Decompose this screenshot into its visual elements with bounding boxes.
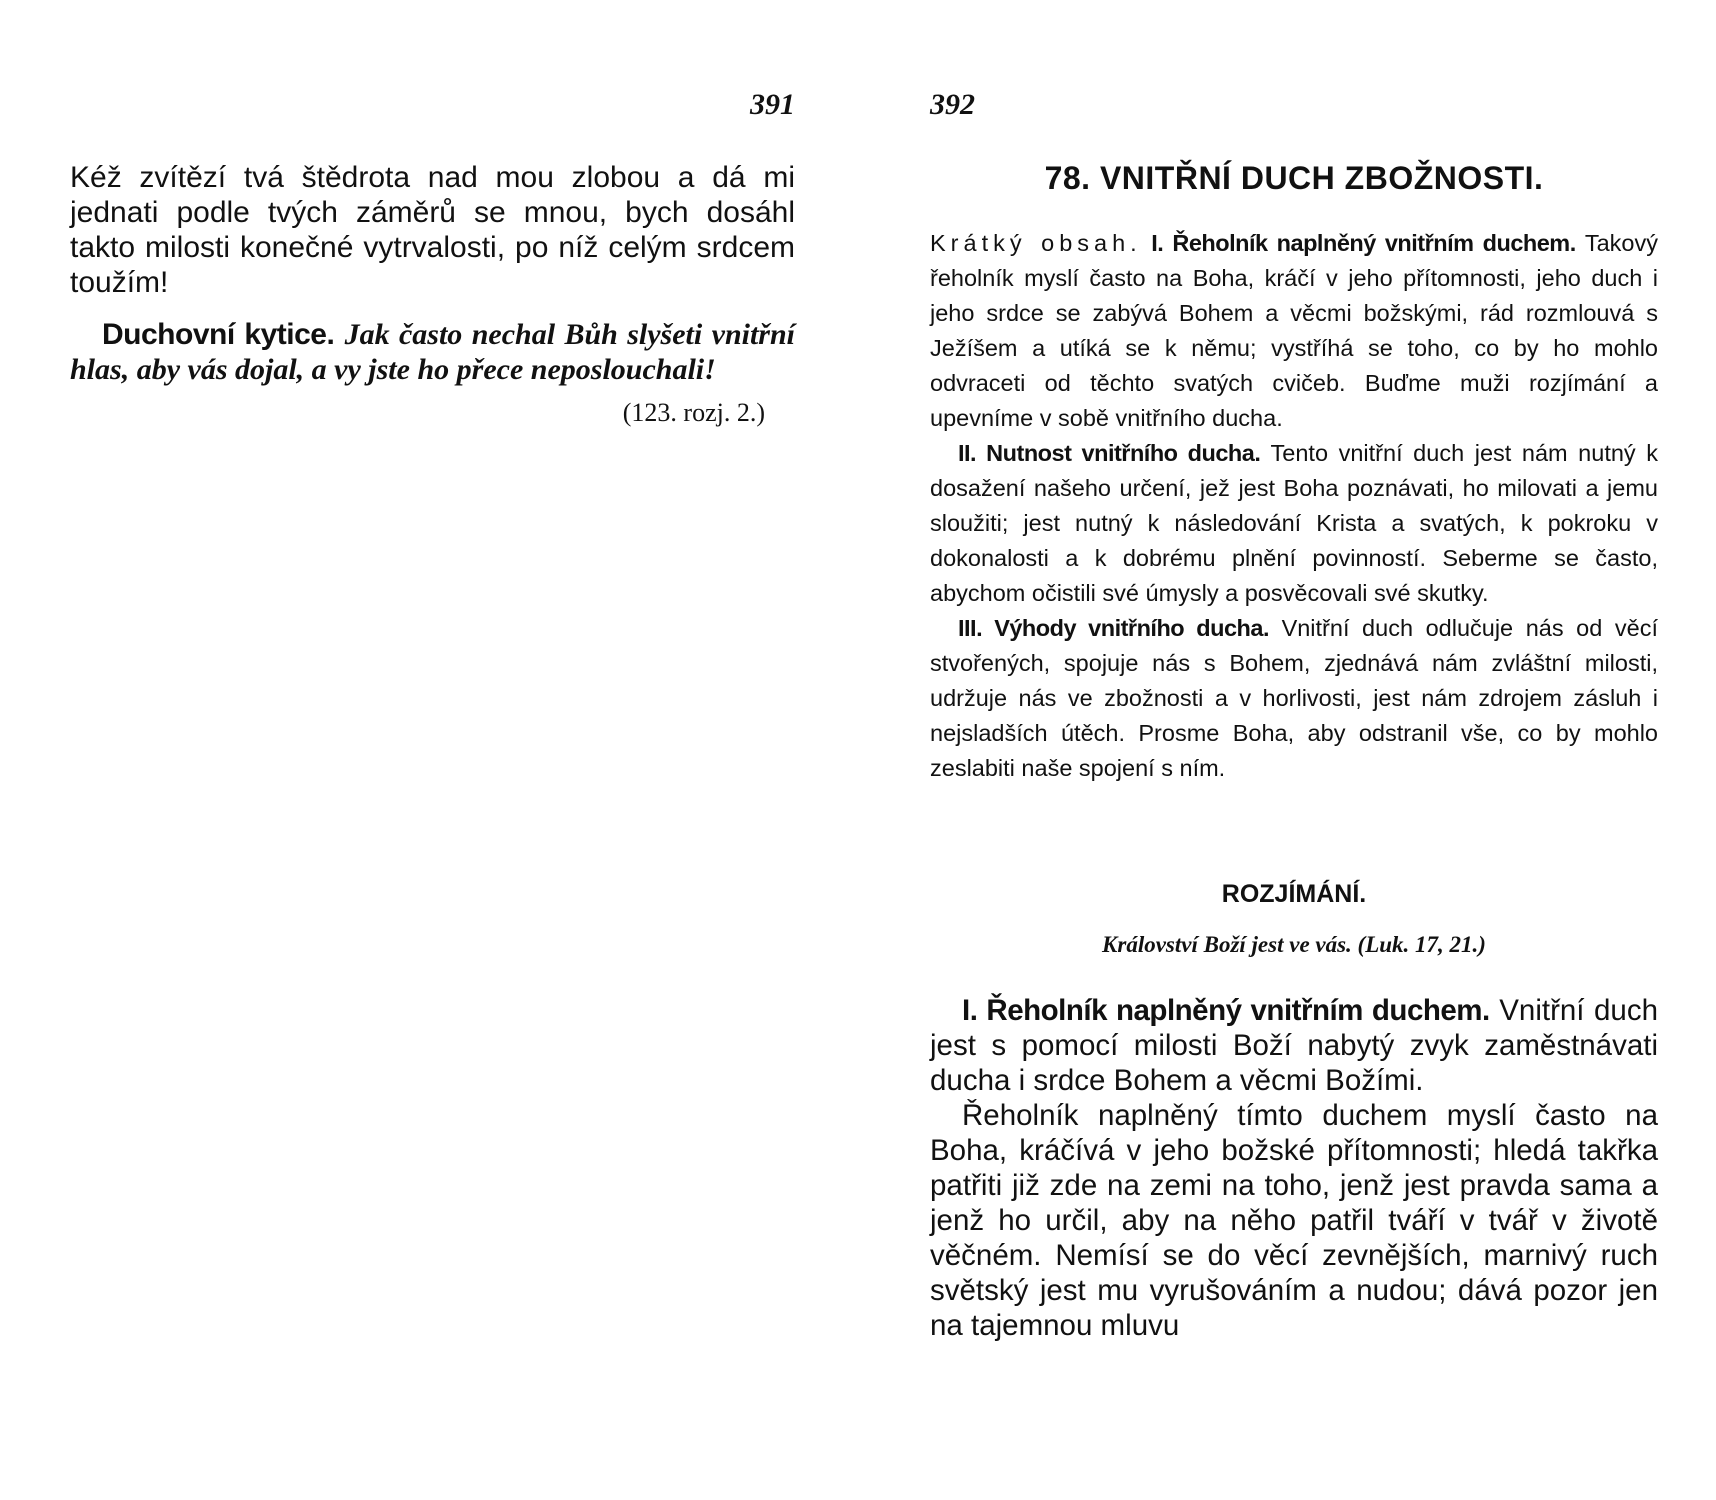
meditation-subtitle: Království Boží jest ve vás. (Luk. 17, 21.) [1102,932,1486,957]
spiritual-bouquet [70,317,795,387]
summary-point-1-lead: I. Řeholník naplněný vnitřním duchem. [1151,230,1576,256]
summary-point-2-text: Tento vnitřní duch jest nám nutný k dosažení našeho určení, jež jest Boha poznávati, ho milovati a jemu sloužiti; jest nutný k následování Krista a svatých, k pokroku v dokonalosti a k dobrému plnění povinností. Seberme se často, abychom očistili své úmysly a posvěcovali své skutky. [930,440,1659,606]
summary-label: Krátký obsah. [930,230,1142,256]
chapter-summary [930,226,1658,786]
page-number-right: 392 [930,88,975,121]
meditation-point-1-lead: I. Řeholník naplněný vnitřním duchem. [962,994,1490,1027]
left-page-body [70,160,795,430]
summary-paragraph-2 [930,436,1658,611]
summary-point-3-lead: III. Výhody vnitřního ducha. [958,615,1269,641]
page-number-left: 391 [750,88,795,121]
chapter-title: 78. VNITŘNÍ DUCH ZBOŽNOSTI. [1044,160,1544,196]
bouquet-label: Duchovní kytice. [102,318,335,351]
meditation-point-1-text: Vnitřní duch jest s pomocí milosti Boží nabytý zvyk zaměstnávati ducha i srdce Bohem a věcmi Božími. [930,994,1658,1097]
summary-point-3-text: Vnitřní duch odlučuje nás od věcí stvořených, spojuje nás s Bohem, zjednává nám zvláštní milosti, udržuje nás ve zbožnosti a v horlivosti, jest nám zdrojem zásluh i nejsladších útěch. Prosme Boha, aby odstranil vše, co by mohlo zeslabiti naše spojení s ním. [930,615,1658,781]
meditation-paragraph-1 [930,993,1658,1098]
bouquet-citation: (123. rozj. 2.) [622,398,765,427]
meditation-paragraph-2: Řeholník naplněný tímto duchem myslí často na Boha, kráčívá v jeho božské přítomnosti; hledá takřka patřiti již zde na zemi na toho, jenž jest pravda sama a jenž ho určil, aby na něho patřil tváří v tvář v životě věčném. Nemísí se do věcí zevnějších, marnivý ruch světský jest mu vyrušováním a nudou; dává pozor jen na tajemnou mluvu [930,1099,1658,1342]
meditation-body [930,993,1658,1343]
summary-point-1-text: Takový řeholník myslí často na Boha, kráčí v jeho přítomnosti, jeho duch i jeho srdce se zabývá Bohem a věcmi božskými, rád rozmlouvá s Ježíšem a utíká se k němu; vystříhá se toho, co by ho mohlo odvraceti od těchto svatých cvičeb. Buďme muži rozjímání a upevníme v sobě vnitřního ducha. [930,230,1658,431]
summary-paragraph-3 [930,611,1658,786]
bouquet-text: Jak často nechal Bůh slyšeti vnitřní hlas, aby vás dojal, a vy jste ho přece neposlouchali! [70,318,795,386]
summary-paragraph-1 [930,226,1658,436]
closing-prayer-paragraph: Kéž zvítězí tvá štědrota nad mou zlobou a dá mi jednati podle tvých záměrů se mnou, bych dosáhl takto milosti konečné vytrvalosti, po níž celým srdcem toužím! [70,161,795,299]
summary-point-2-lead: II. Nutnost vnitřního ducha. [958,440,1261,466]
meditation-heading: ROZJÍMÁNÍ. [1221,880,1367,908]
